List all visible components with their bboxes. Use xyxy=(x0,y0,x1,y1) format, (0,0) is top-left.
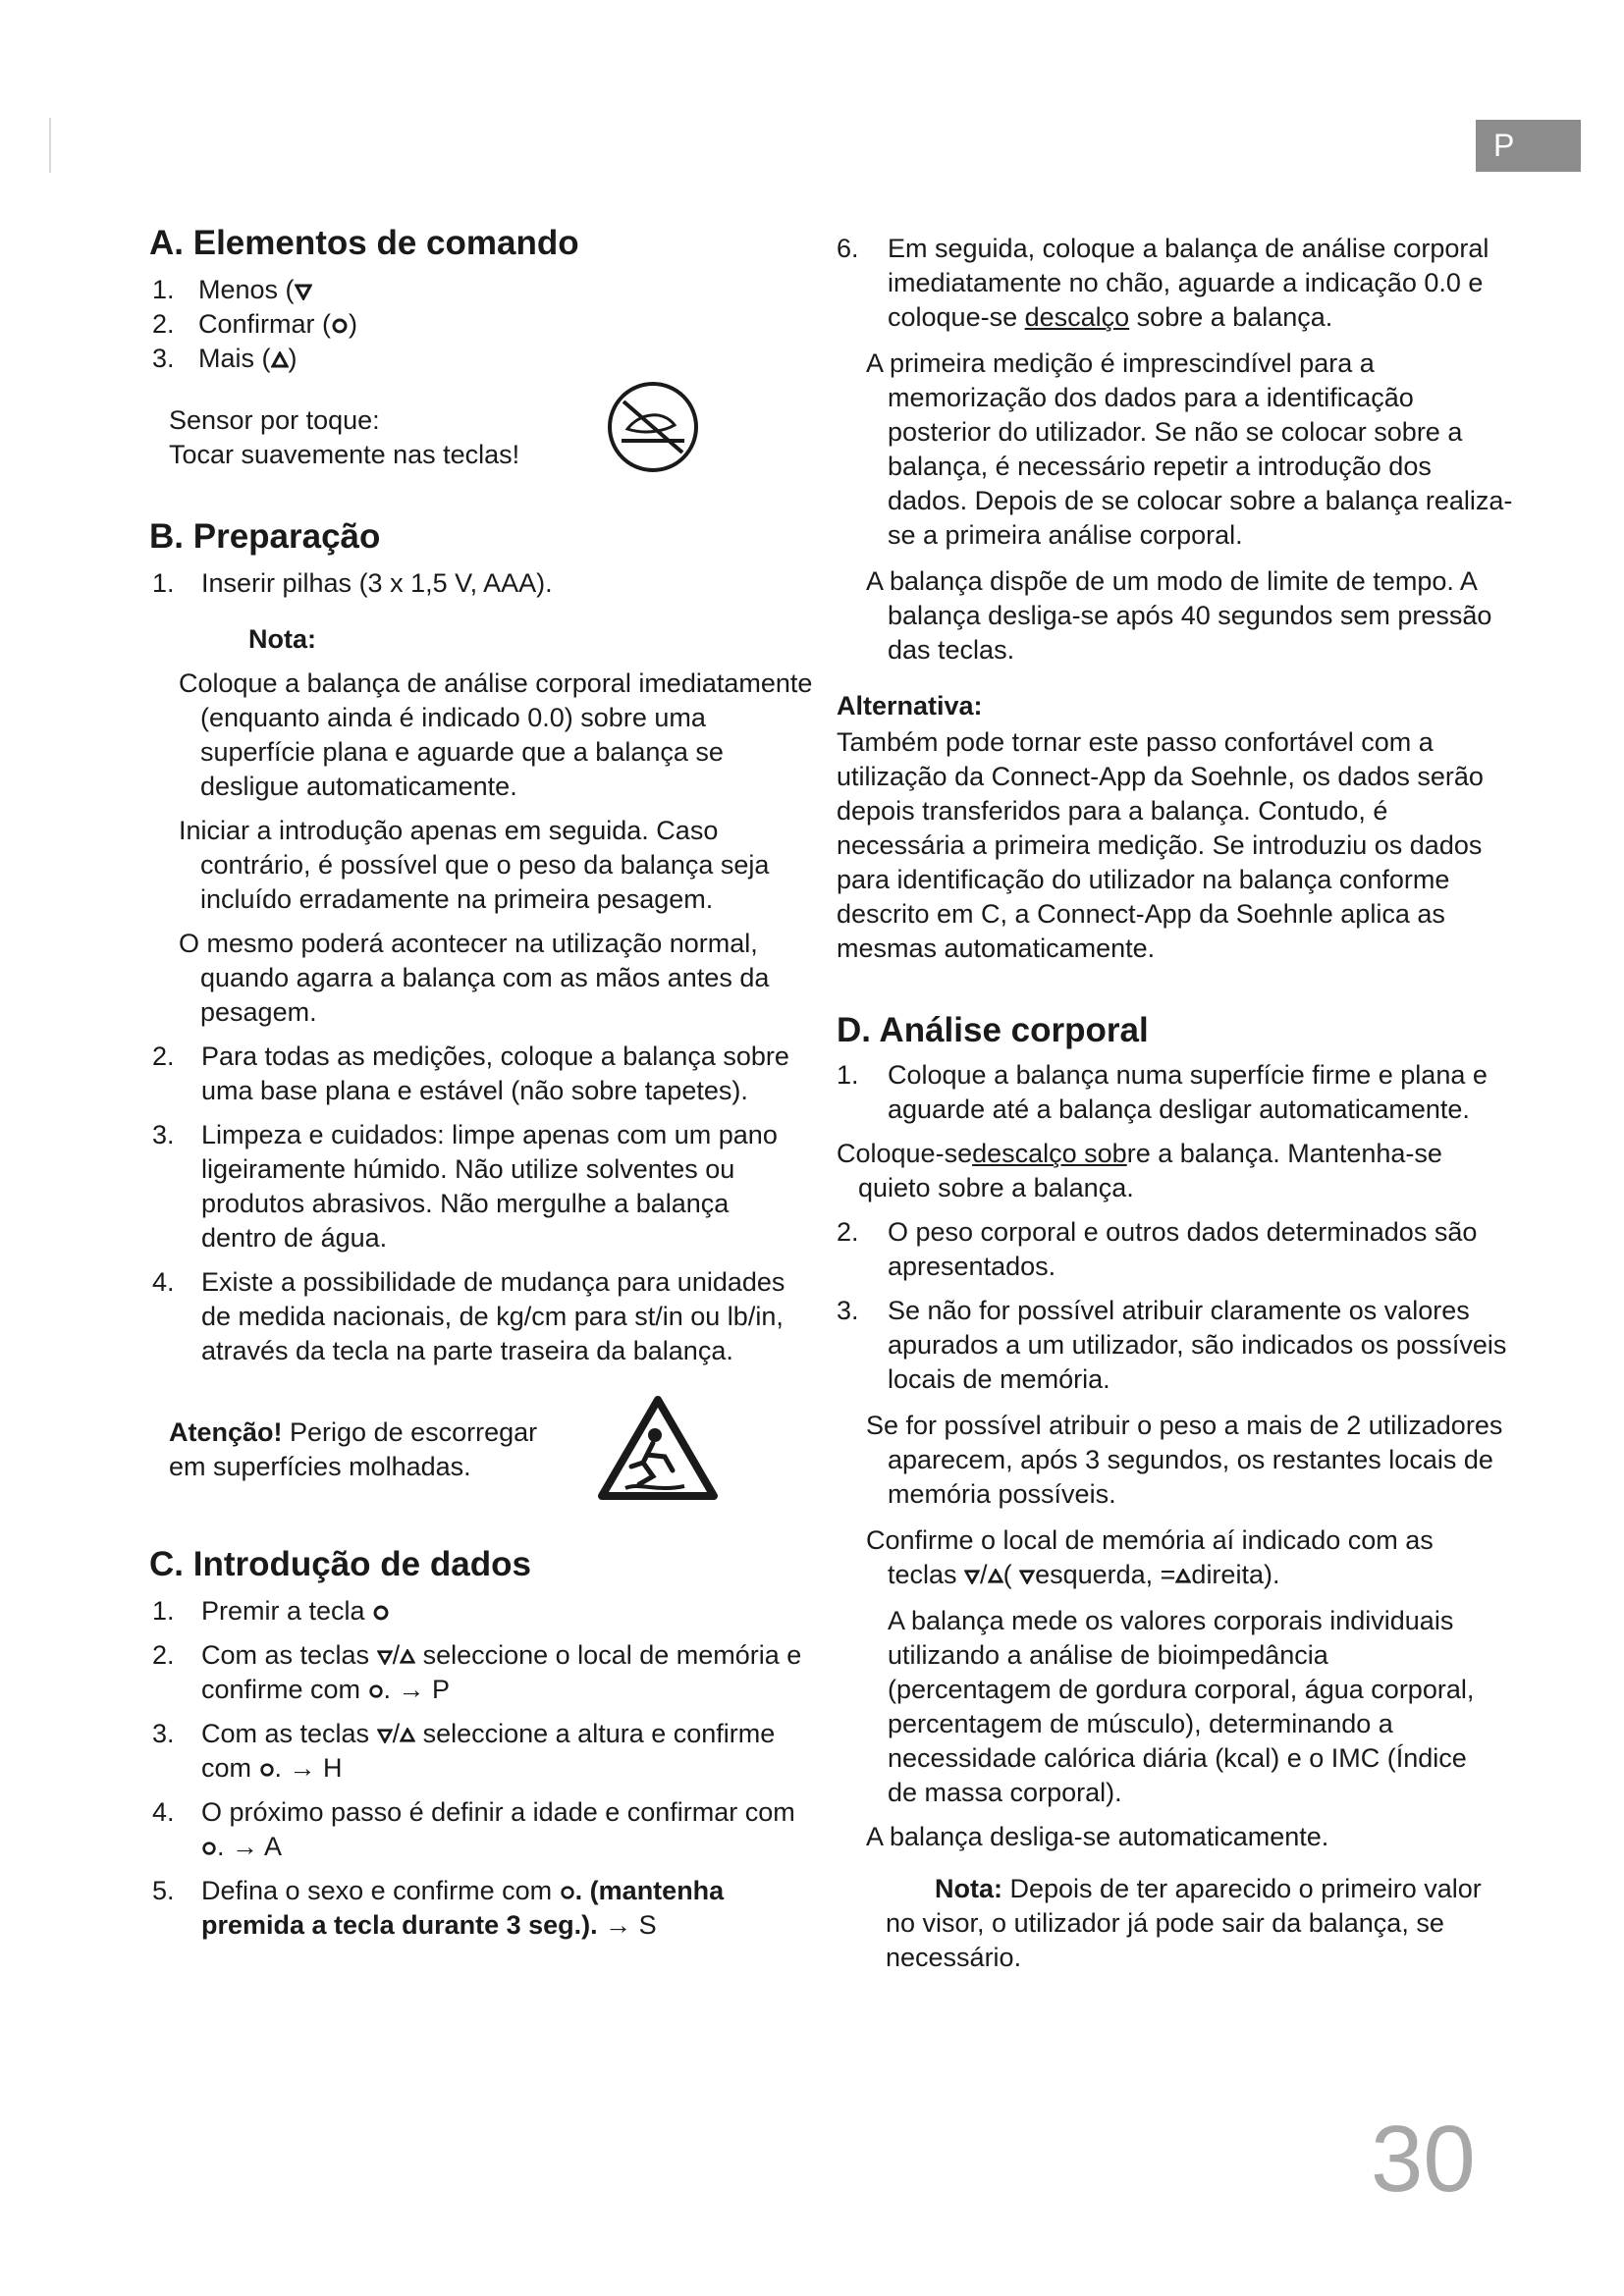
sensor-text-line-1: Sensor por toque: xyxy=(169,405,380,435)
list-item: 4. Existe a possibilidade de mudança para unidades de medida nacionais, de kg/cm para st/in ou lb/in, através da tecla na parte traseira da balança. xyxy=(152,1267,785,1365)
alternative-text: Também pode tornar este passo confortável com a utilização da Connect-App da Soehnle, os dados serão depois transferidos para a balança. Contudo, é necessária a primeira medição. Se introduziu os dados para identificação do utilizador na balança conforme descrito em C, a Connect-App da Soehnle aplica as mesmas automaticamente. xyxy=(837,727,1484,963)
circle-confirm-icon xyxy=(259,1762,275,1778)
up-triangle-icon xyxy=(400,1649,415,1665)
right-column xyxy=(837,232,1534,1975)
list-item: 4. O próximo passo é definir a idade e confirmar com . → A xyxy=(152,1797,795,1861)
list-item: 3. Se não for possível atribuir claramente os valores apurados a um utilizador, são indicados os possíveis locais de memória. xyxy=(837,1296,1507,1394)
up-triangle-icon xyxy=(400,1728,415,1743)
note-label: Nota: xyxy=(248,624,316,654)
language-tab: P xyxy=(1476,120,1581,172)
note-paragraph: O mesmo poderá acontecer na utilização normal, quando agarra a balança com as mãos antes da pesagem. xyxy=(179,929,770,1027)
list-item: 5. Defina o sexo e confirme com . (mantenha premida a tecla durante 3 seg.). → S xyxy=(152,1876,725,1940)
down-triangle-icon xyxy=(377,1728,393,1743)
up-triangle-icon xyxy=(271,351,289,369)
paragraph: A primeira medição é imprescindível para a memorização dos dados para a identificação posterior do utilizador. Se não se colocar sobre a balança, é necessário repetir a introdução dos dados. Depois de se colocar sobre a balança realiza-se a primeira análise corporal. xyxy=(866,348,1513,550)
paragraph: Se for possível atribuir o peso a mais de 2 utilizadores aparecem, após 3 segundos, os restantes locais de memória possíveis. xyxy=(866,1411,1503,1509)
sensor-text-line-2: Tocar suavemente nas teclas! xyxy=(169,440,520,469)
underlined-word: descalço xyxy=(1024,302,1130,332)
slippery-floor-warning-icon xyxy=(596,1394,720,1504)
list-item: 3. Com as teclas / seleccione a altura e confirme com . → H xyxy=(152,1719,776,1783)
list-item: 2. Confirmar ( ) xyxy=(152,309,358,339)
left-column xyxy=(149,222,813,1943)
list-item: 6. Em seguida, coloque a balança de análise corporal imediatamente no chão, aguarde a indicação 0.0 e coloque-se descalço sobre a balança. xyxy=(837,234,1489,332)
paragraph: A balança dispõe de um modo de limite de tempo. A balança desliga-se após 40 segundos sem pressão das teclas. xyxy=(866,566,1492,665)
list-item: 2. Para todas as medições, coloque a balança sobre uma base plana e estável (não sobre tapetes). xyxy=(152,1041,789,1105)
down-triangle-icon xyxy=(295,283,312,300)
paragraph: A balança mede os valores corporais individuais utilizando a análise de bioimpedância (percentagem de gordura corporal, água corporal, percentagem de músculo), determinando a necessidade calórica diária (kcal) e o IMC (Índice de massa corporal). xyxy=(888,1606,1475,1807)
touch-sensor-icon xyxy=(606,380,700,474)
margin-line xyxy=(49,118,51,173)
section-b-title: B. Preparação xyxy=(149,517,381,556)
warning-text: Atenção! Perigo de escorregar em superfícies molhadas. xyxy=(169,1417,538,1481)
section-a-title: A. Elementos de comando xyxy=(149,224,579,262)
paragraph: Coloque-sedescalço sobre a balança. Mantenha-se quieto sobre a balança. xyxy=(837,1139,1442,1202)
circle-confirm-icon xyxy=(372,1604,390,1622)
paragraph: Confirme o local de memória aí indicado com as teclas / ( esquerda, = direita). xyxy=(866,1525,1434,1589)
section-d-title: D. Análise corporal xyxy=(837,1011,1149,1049)
alternative-label: Alternativa: xyxy=(837,691,983,721)
paragraph: A balança desliga-se automaticamente. xyxy=(866,1822,1329,1851)
down-triangle-icon xyxy=(964,1569,980,1584)
circle-confirm-icon xyxy=(201,1841,217,1856)
list-item: 1. Inserir pilhas (3 x 1,5 V, AAA). xyxy=(152,568,553,598)
list-item: 3. Mais ( ) xyxy=(152,344,298,373)
note-paragraph: Nota: Depois de ter aparecido o primeiro valor no visor, o utilizador já pode sair da balança, se necessário. xyxy=(886,1874,1482,1972)
circle-confirm-icon xyxy=(560,1885,575,1900)
up-triangle-icon xyxy=(988,1569,1003,1584)
note-paragraph: Coloque a balança de análise corporal imediatamente (enquanto ainda é indicado 0.0) sobre uma superfície plana e aguarde que a balança se desligue automaticamente. xyxy=(179,668,813,801)
list-item: 1. Coloque a balança numa superfície firme e plana e aguarde até a balança desligar automaticamente. xyxy=(837,1060,1488,1124)
circle-confirm-icon xyxy=(331,317,349,335)
list-item: 2. O peso corporal e outros dados determinados são apresentados. xyxy=(837,1217,1478,1281)
list-item: 2. Com as teclas / seleccione o local de memória e confirme com . → P xyxy=(152,1640,802,1704)
list-item: 1. Menos ( xyxy=(152,273,807,307)
list-item: 1. Premir a tecla xyxy=(152,1594,807,1629)
page-number: 30 xyxy=(1371,2107,1476,2212)
up-triangle-icon xyxy=(1175,1569,1191,1584)
circle-confirm-icon xyxy=(368,1683,384,1699)
down-triangle-icon xyxy=(377,1649,393,1665)
note-paragraph: Iniciar a introdução apenas em seguida. Caso contrário, é possível que o peso da balança seja incluído erradamente na primeira pesagem. xyxy=(179,816,770,914)
section-c-title: C. Introdução de dados xyxy=(149,1545,531,1583)
down-triangle-icon xyxy=(1019,1569,1035,1584)
list-item: 3. Limpeza e cuidados: limpe apenas com um pano ligeiramente húmido. Não utilize solventes ou produtos abrasivos. Não mergulhe a balança dentro de água. xyxy=(152,1120,778,1253)
